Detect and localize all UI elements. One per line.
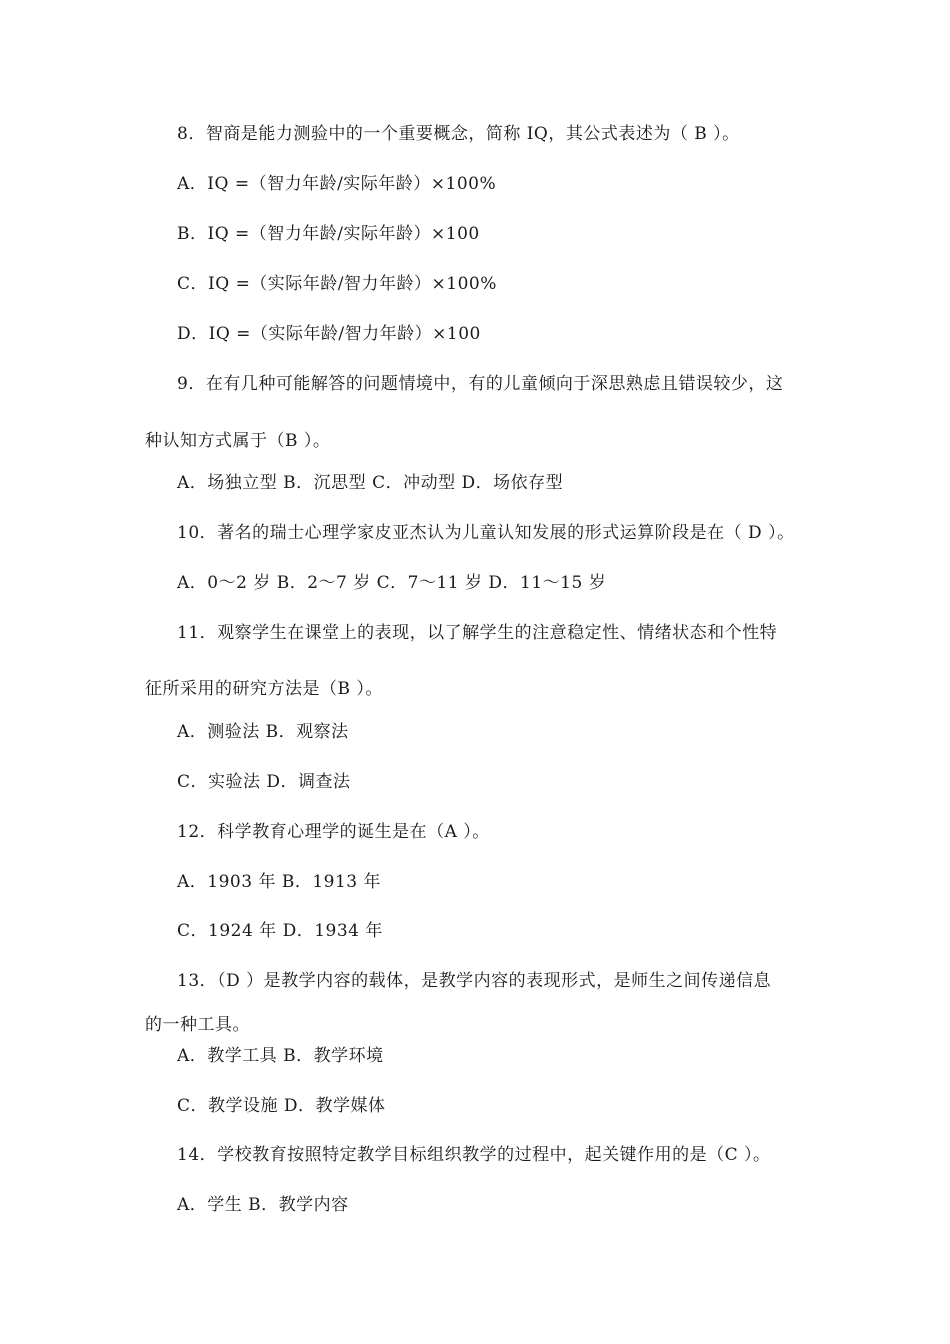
question-8-option-a: A．IQ =（智力年龄/实际年龄）×100% xyxy=(177,174,497,194)
question-8-option-d: D．IQ =（实际年龄/智力年龄）×100 xyxy=(177,324,481,344)
question-14-stem: 14．学校教育按照特定教学目标组织教学的过程中，起关键作用的是（C ）。 xyxy=(177,1145,771,1165)
question-12-stem: 12．科学教育心理学的诞生是在（A ）。 xyxy=(177,822,490,842)
question-9-stem-line2: 种认知方式属于（B ）。 xyxy=(145,431,331,451)
question-14-options-ab: A．学生 B．教学内容 xyxy=(177,1195,349,1215)
question-9-options: A．场独立型 B．沉思型 C．冲动型 D．场依存型 xyxy=(177,473,564,493)
question-11-options-cd: C．实验法 D．调查法 xyxy=(177,772,351,792)
question-11-stem-line2: 征所采用的研究方法是（B ）。 xyxy=(145,679,383,699)
question-9-stem-line1: 9．在有几种可能解答的问题情境中，有的儿童倾向于深思熟虑且错误较少，这 xyxy=(177,374,784,394)
question-11-stem-line1: 11．观察学生在课堂上的表现，以了解学生的注意稳定性、情绪状态和个性特 xyxy=(177,623,778,643)
question-11-options-ab: A．测验法 B．观察法 xyxy=(177,722,349,742)
question-13-stem-line2: 的一种工具。 xyxy=(145,1015,250,1035)
question-10-stem: 10．著名的瑞士心理学家皮亚杰认为儿童认知发展的形式运算阶段是在（ D ）。 xyxy=(177,523,795,543)
question-13-options-ab: A．教学工具 B．教学环境 xyxy=(177,1046,384,1066)
question-8-stem: 8．智商是能力测验中的一个重要概念，简称 IQ，其公式表述为（ B ）。 xyxy=(177,124,740,144)
question-8-option-b: B．IQ =（智力年龄/实际年龄）×100 xyxy=(177,224,480,244)
question-13-stem-line1: 13．（D ）是教学内容的载体，是教学内容的表现形式，是师生之间传递信息 xyxy=(177,971,772,991)
question-10-options: A．0～2 岁 B．2～7 岁 C．7～11 岁 D．11～15 岁 xyxy=(177,573,607,593)
question-13-options-cd: C．教学设施 D．教学媒体 xyxy=(177,1096,386,1116)
question-12-options-ab: A．1903 年 B．1913 年 xyxy=(177,872,382,892)
question-12-options-cd: C．1924 年 D．1934 年 xyxy=(177,921,383,941)
question-8-option-c: C．IQ =（实际年龄/智力年龄）×100% xyxy=(177,274,497,294)
